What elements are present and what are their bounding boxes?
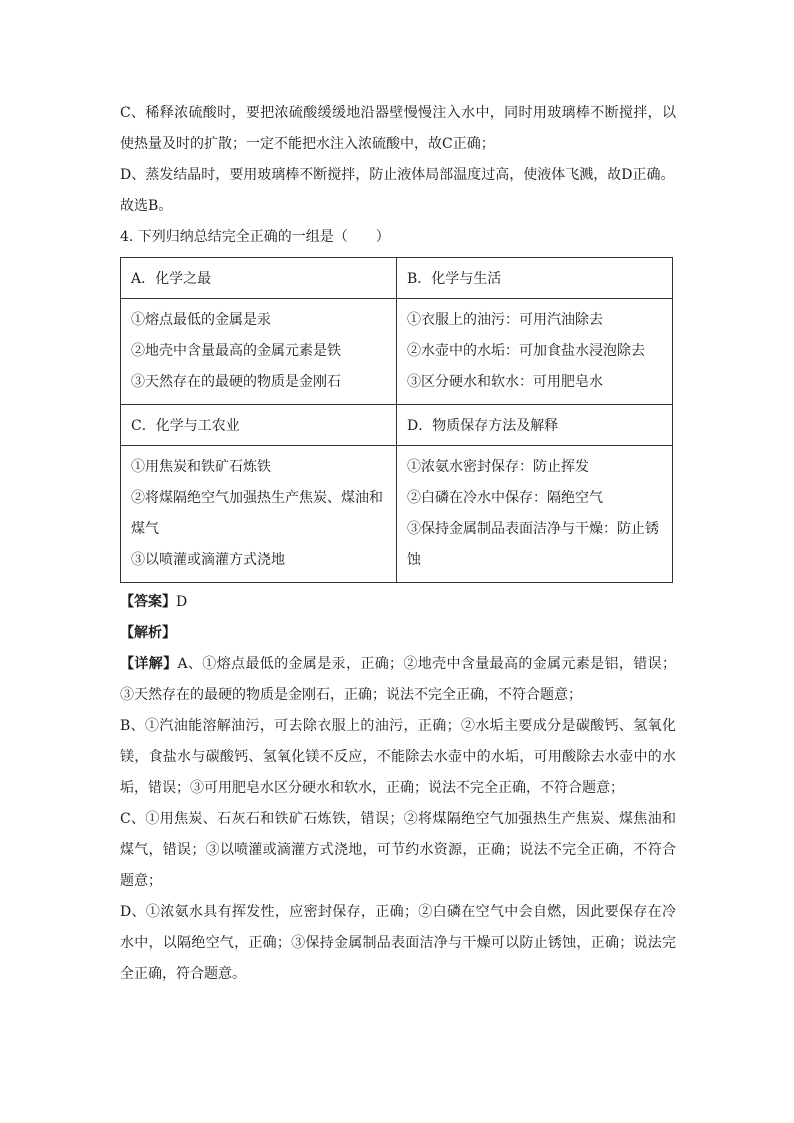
analysis-b: B、①汽油能溶解油污，可去除衣服上的油污，正确；②水垢主要成分是碳酸钙、氢氧化镁，食盐水与碳酸钙、氢氧化镁不反应，不能除去水壶中的水垢，可用酸除去水壶中的水垢，错误；③可用肥皂水区分硬水和软水，正确；说法不完全正确，不符合题意； bbox=[120, 718, 676, 796]
answer-value: D bbox=[176, 594, 188, 610]
analysis-a-text: A、①熔点最低的金属是汞，正确；②地壳中含量最高的金属元素是铝，错误；③天然存在的最硬的物质是金刚石，正确；说法不完全正确，不符合题意； bbox=[120, 656, 677, 703]
option-c-title: C．化学与工农业 bbox=[121, 405, 397, 446]
option-d-item: ①浓氨水密封保存：防止挥发 bbox=[407, 459, 589, 475]
explanation-option-c: C、稀释浓硫酸时，要把浓硫酸缓缓地沿器壁慢慢注入水中，同时用玻璃棒不断搅拌，以使热量及时的扩散；一定不能把水注入浓硫酸中，故C正确； bbox=[120, 105, 676, 152]
option-c-item: ①用焦炭和铁矿石炼铁 bbox=[131, 459, 271, 475]
option-a-title: A．化学之最 bbox=[121, 258, 397, 299]
option-d-item: ②白磷在冷水中保存：隔绝空气 bbox=[407, 490, 603, 506]
option-a-item: ③天然存在的最硬的物质是金刚石 bbox=[131, 374, 341, 390]
option-b-item: ①衣服上的油污：可用汽油除去 bbox=[407, 312, 603, 328]
document-page bbox=[120, 98, 676, 990]
explanation-conclusion: 故选B。 bbox=[120, 198, 173, 214]
answer-line bbox=[120, 587, 676, 618]
option-b-title: B．化学与生活 bbox=[397, 258, 673, 299]
detail-label: 【详解】 bbox=[120, 656, 178, 672]
option-a-body bbox=[121, 299, 397, 405]
question-stem: 4. 下列归纳总结完全正确的一组是（ ） bbox=[120, 229, 390, 245]
option-b-item: ③区分硬水和软水：可用肥皂水 bbox=[407, 374, 603, 390]
option-a-item: ②地壳中含量最高的金属元素是铁 bbox=[131, 343, 341, 359]
option-d-item: ③保持金属制品表面洁净与干燥：防止锈蚀 bbox=[407, 521, 659, 568]
option-b-body bbox=[397, 299, 673, 405]
answer-label: 【答案】 bbox=[120, 594, 176, 610]
explanation-option-d: D、蒸发结晶时，要用玻璃棒不断搅拌，防止液体局部温度过高，使液体飞溅，故D正确。 bbox=[120, 167, 675, 183]
option-a-item: ①熔点最低的金属是汞 bbox=[131, 312, 271, 328]
analysis-d: D、①浓氨水具有挥发性，应密封保存，正确；②白磷在空气中会自燃，因此要保存在冷水中，以隔绝空气，正确；③保持金属制品表面洁净与干燥可以防止锈蚀，正确；说法完全正确，符合题意。 bbox=[120, 904, 676, 982]
option-c-item: ②将煤隔绝空气加强热生产焦炭、煤油和煤气 bbox=[131, 490, 383, 537]
option-b-item: ②水壶中的水垢：可加食盐水浸泡除去 bbox=[407, 343, 645, 359]
option-d-title: D．物质保存方法及解释 bbox=[397, 405, 673, 446]
analysis-a bbox=[120, 649, 676, 711]
options-table bbox=[120, 257, 673, 583]
option-d-body bbox=[397, 446, 673, 583]
analysis-c: C、①用焦炭、石灰石和铁矿石炼铁，错误；②将煤隔绝空气加强热生产焦炭、煤焦油和煤气，错误；③以喷灌或滴灌方式浇地，可节约水资源，正确；说法不完全正确，不符合题意； bbox=[120, 811, 676, 889]
option-c-body bbox=[121, 446, 397, 583]
analysis-label: 【解析】 bbox=[120, 625, 176, 641]
option-c-item: ③以喷灌或滴灌方式浇地 bbox=[131, 552, 285, 568]
